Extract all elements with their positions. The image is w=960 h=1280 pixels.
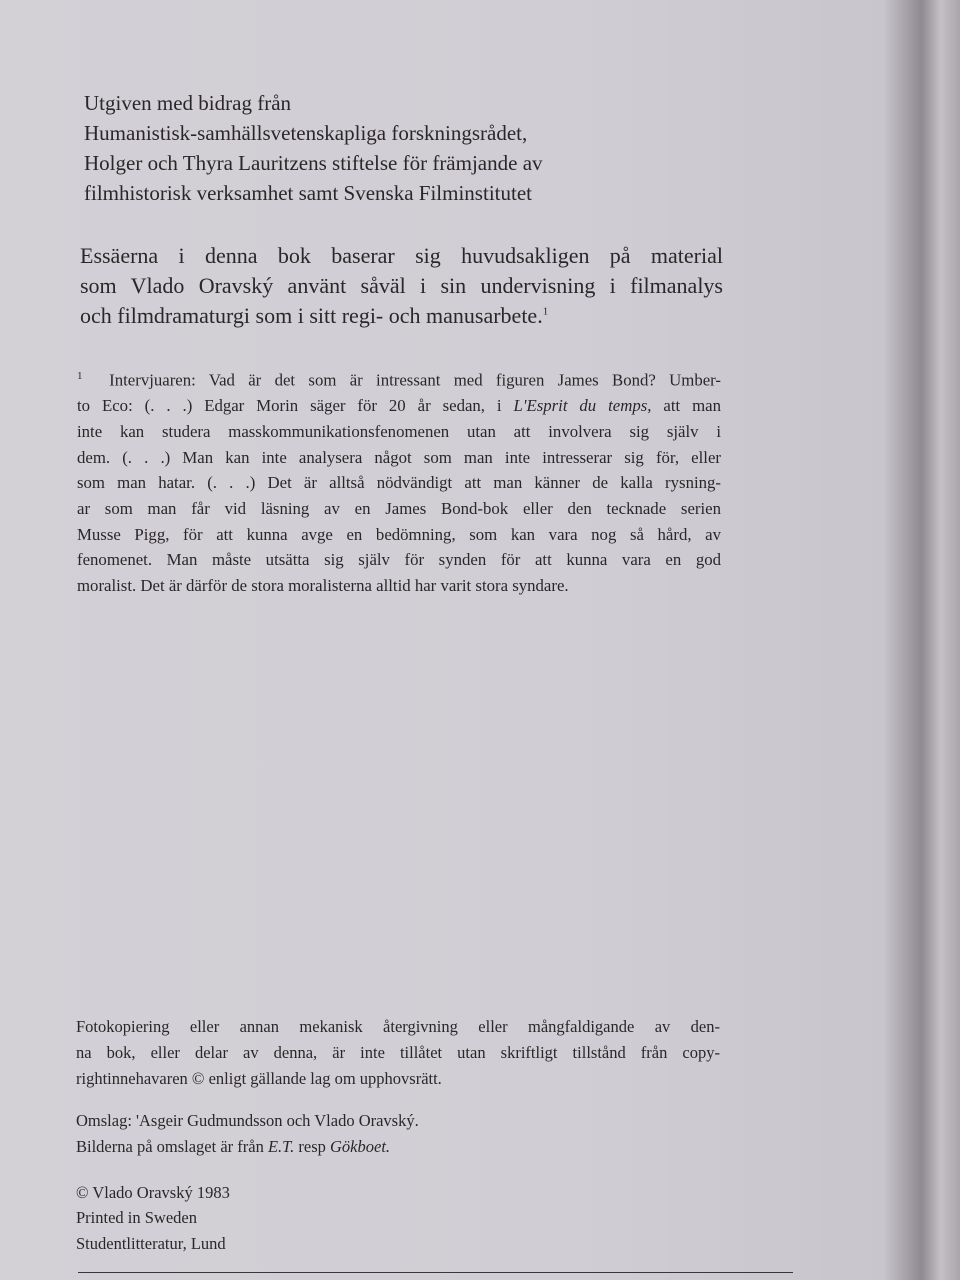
grant-line: Humanistisk-samhällsvetenskapliga forskningsrådet, (84, 121, 528, 145)
cover-images-credit (76, 1137, 390, 1157)
copyright-notice-line: rightinnehavaren © enligt gällande lag om upphovsrätt. (76, 1069, 442, 1088)
footnote-marker: 1 (77, 370, 83, 382)
imprint-publisher: Studentlitteratur, Lund (76, 1234, 226, 1253)
footnote-text: Intervjuaren: Vad är det som är intressant med figuren James Bond? Umber- (109, 370, 721, 390)
imprint-printed: Printed in Sweden (76, 1208, 197, 1227)
film-title: Gökboet. (330, 1137, 391, 1156)
bottom-rule (78, 1272, 793, 1273)
copyright-notice-line: Fotokopiering eller annan mekanisk återgivning eller mångfaldigande av den- (76, 1017, 720, 1036)
grant-line: Utgiven med bidrag från (84, 91, 292, 115)
footnote-line: inte kan studera masskommunikationsfenomenen utan att involvera sig själv i (77, 422, 721, 441)
footnote-line: moralist. Det är därför de stora moralisterna alltid har varit stora syndare. (77, 576, 569, 595)
footnote-line: Musse Pigg, för att kunna avge en bedömning, som kan vara nog så hård, av (77, 525, 721, 544)
grant-line: filmhistorisk verksamhet samt Svenska Filminstitutet (84, 181, 532, 205)
grant-line: Holger och Thyra Lauritzens stiftelse för främjande av (84, 151, 543, 175)
imprint-copyright: © Vlado Oravský 1983 (76, 1183, 230, 1202)
cover-text: resp (298, 1137, 326, 1156)
footnote-italic-title: L'Esprit du temps, (513, 396, 652, 415)
intro-line-last (80, 303, 548, 329)
footnote-text: to Eco: (. . .) Edgar Morin säger för 20 år sedan, i (77, 396, 502, 415)
footnote-line: ar som man får vid läsning av en James Bond-bok eller den tecknade serien (77, 499, 721, 518)
footnote-reference: 1 (542, 305, 549, 318)
intro-text: och filmdramaturgi som i sitt regi- och manusarbete. (80, 303, 543, 328)
footnote-line: dem. (. . .) Man kan inte analysera något som man inte intresserar sig för, eller (77, 448, 721, 467)
footnote-text: att man (663, 396, 721, 415)
footnote-line (77, 396, 721, 416)
film-title: E.T. (267, 1137, 295, 1156)
intro-line: Essäerna i denna bok baserar sig huvudsakligen på material (80, 243, 723, 268)
cover-credit: Omslag: 'Asgeir Gudmundsson och Vlado Oravský. (76, 1111, 419, 1130)
footnote-line: fenomenet. Man måste utsätta sig själv för synden för att kunna vara en god (77, 550, 721, 569)
cover-text: Bilderna på omslaget är från (76, 1137, 264, 1156)
footnote-line: som man hatar. (. . .) Det är alltså nödvändigt att man känner de kalla rysning- (77, 473, 721, 492)
intro-line: som Vlado Oravský använt såväl i sin undervisning i filmanalys (80, 273, 723, 298)
footnote-line (77, 370, 721, 391)
copyright-notice-line: na bok, eller delar av denna, är inte tillåtet utan skriftligt tillstånd från copy- (76, 1043, 720, 1062)
